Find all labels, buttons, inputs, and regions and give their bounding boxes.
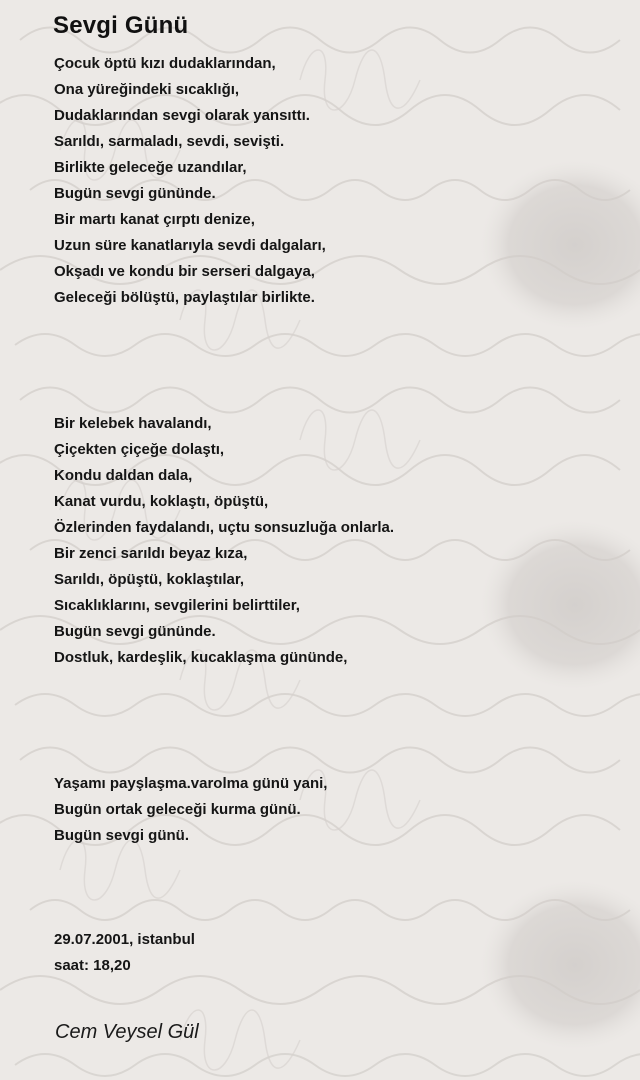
poem-title: Sevgi Günü [53,12,189,39]
poem-line: Birlikte geleceğe uzandılar, [54,159,247,176]
stanza-1 [54,51,326,311]
poem-line: Ona yüreğindeki sıcaklığı, [54,81,240,98]
poem-date-place: 29.07.2001, istanbul [54,931,195,948]
poem-line: Geleceği bölüştü, paylaştılar birlikte. [54,289,315,306]
poem-line: Çiçekten çiçeğe dolaştı, [54,441,225,458]
poem-line: Bir martı kanat çırptı denize, [54,211,255,228]
poem-dateline [54,927,195,979]
poem-author: Cem Veysel Gül [55,1021,199,1043]
poem-line: Kanat vurdu, koklaştı, öpüştü, [54,493,269,510]
poem-line: Sarıldı, öpüştü, koklaştılar, [54,571,245,588]
poem-line: Okşadı ve kondu bir serseri dalgaya, [54,263,315,280]
poem-line: Özlerinden faydalandı, uçtu sonsuzluğa onlarla. [54,519,395,536]
poem-time: saat: 18,20 [54,957,131,974]
poem-line: Uzun süre kanatlarıyla sevdi dalgaları, [54,237,326,254]
poem-line: Bugün sevgi günü. [54,827,189,844]
stanza-3 [54,771,327,849]
poem-line: Dudaklarından sevgi olarak yansıttı. [54,107,310,124]
poem-line: Bugün sevgi gününde. [54,185,216,202]
poem-line: Yaşamı payşlaşma.varolma günü yani, [54,775,328,792]
poem-line: Bir kelebek havalandı, [54,415,212,432]
poem-line: Bir zenci sarıldı beyaz kıza, [54,545,248,562]
poem-line: Sıcaklıklarını, sevgilerini belirttiler, [54,597,300,614]
poem-line: Sarıldı, sarmaladı, sevdi, sevişti. [54,133,285,150]
poem-line: Bugün ortak geleceği kurma günü. [54,801,301,818]
stanza-2 [54,411,394,671]
poem-line: Dostluk, kardeşlik, kucaklaşma gününde, [54,649,348,666]
poem-line: Bugün sevgi gününde. [54,623,216,640]
poem-line: Çocuk öptü kızı dudaklarından, [54,55,276,72]
poem-line: Kondu daldan dala, [54,467,193,484]
